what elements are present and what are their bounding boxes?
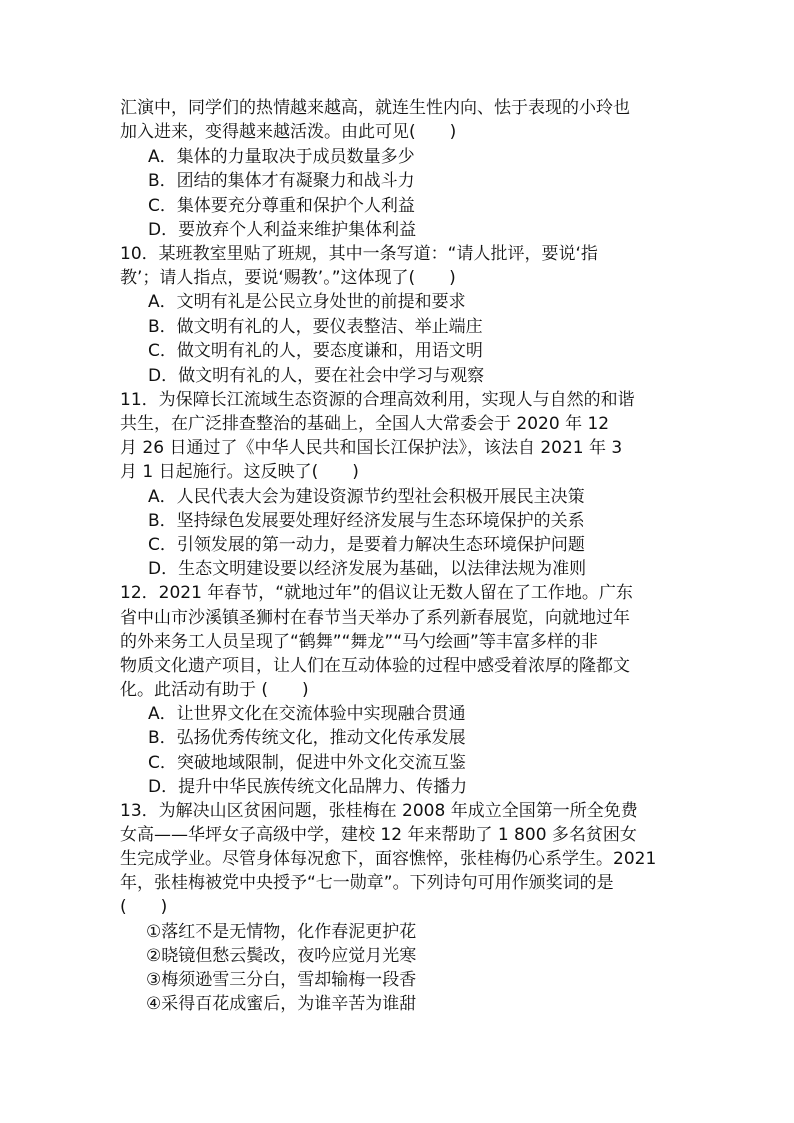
q10-stem-line-2: 教’；请人指点，要说‘赐教’。”这体现了( ) [120, 268, 456, 288]
q12-option-a: A．让世界文化在交流体验中实现融合贯通 [148, 704, 466, 724]
q12-stem-line-1: 12．2021 年春节，“就地过年”的倡议让无数人留在了工作地。广东 [120, 583, 633, 603]
q13-stem-line-2: 女高——华坪女子高级中学，建校 12 年来帮助了 1 800 多名贫困女 [120, 825, 637, 845]
q11-option-d: D．生态文明建设要以经济发展为基础，以法律法规为准则 [148, 559, 587, 579]
q9-stem-line-2: 加入进来，变得越来越活泼。由此可见( ) [120, 122, 457, 142]
q12-option-c: C．突破地域限制，促进中外文化交流互鉴 [148, 753, 466, 773]
q11-stem-line-2: 共生，在广泛排查整治的基础上，全国人大常委会于 2020 年 12 [120, 414, 610, 434]
q9-stem-line-1: 汇演中，同学们的热情越来越高，就连生性内向、怯于表现的小玲也 [120, 98, 630, 118]
q13-stem-line-5: ( ) [120, 897, 168, 917]
q9-option-b: B．团结的集体才有凝聚力和战斗力 [148, 171, 415, 191]
q12-option-b: B．弘扬优秀传统文化，推动文化传承发展 [148, 728, 466, 748]
q11-stem-line-4: 月 1 日起施行。这反映了( ) [120, 462, 359, 482]
q10-option-a: A．文明有礼是公民立身处世的前提和要求 [148, 292, 466, 312]
q11-stem-line-3: 月 26 日通过了《中华人民共和国长江保护法》，该法自 2021 年 3 [120, 438, 623, 458]
q10-option-c: C．做文明有礼的人，要态度谦和，用语文明 [148, 341, 483, 361]
q11-stem-line-1: 11．为保障长江流域生态资源的合理高效利用，实现人与自然的和谐 [120, 390, 635, 410]
q9-option-d: D．要放弃个人利益来维护集体利益 [148, 220, 417, 240]
q12-stem-line-2: 省中山市沙溪镇圣狮村在春节当天举办了系列新春展览，向就地过年 [120, 608, 630, 628]
q13-stem-line-4: 年，张桂梅被党中央授予“七一勋章”。下列诗句可用作颁奖词的是 [120, 873, 614, 893]
q13-stem-line-1: 13．为解决山区贫困问题，张桂梅在 2008 年成立全国第一所全免费 [120, 801, 638, 821]
q13-statement-4: ④采得百花成蜜后，为谁辛苦为谁甜 [146, 994, 417, 1014]
q11-option-b: B．坚持绿色发展要处理好经济发展与生态环境保护的关系 [148, 511, 585, 531]
q13-stem-line-3: 生完成学业。尽管身体每况愈下，面容憔悴，张桂梅仍心系学生。2021 [120, 849, 657, 869]
q13-statement-2: ②晓镜但愁云鬓改，夜吟应觉月光寒 [146, 946, 417, 966]
q13-statement-3: ③梅须逊雪三分白，雪却输梅一段香 [146, 970, 417, 990]
q11-option-a: A．人民代表大会为建设资源节约型社会积极开展民主决策 [148, 487, 585, 507]
q13-statement-1: ①落红不是无情物，化作春泥更护花 [146, 922, 417, 942]
q10-stem-line-1: 10．某班教室里贴了班规，其中一条写道：“请人批评，要说‘指 [120, 244, 598, 264]
q12-stem-line-3: 的外来务工人员呈现了“鹤舞”“舞龙”“马勺绘画”等丰富多样的非 [120, 632, 598, 652]
q12-option-d: D．提升中华民族传统文化品牌力、传播力 [148, 777, 468, 797]
q12-stem-line-4: 物质文化遗产项目，让人们在互动体验的过程中感受着浓厚的隆都文 [120, 656, 630, 676]
q12-stem-line-5: 化。此活动有助于 ( ) [120, 680, 309, 700]
q9-option-c: C．集体要充分尊重和保护个人利益 [148, 196, 415, 216]
q11-option-c: C．引领发展的第一动力，是要着力解决生态环境保护问题 [148, 535, 585, 555]
q10-option-d: D．做文明有礼的人，要在社会中学习与观察 [148, 366, 485, 386]
q9-option-a: A．集体的力量取决于成员数量多少 [148, 147, 415, 167]
q10-option-b: B．做文明有礼的人，要仪表整洁、举止端庄 [148, 317, 483, 337]
